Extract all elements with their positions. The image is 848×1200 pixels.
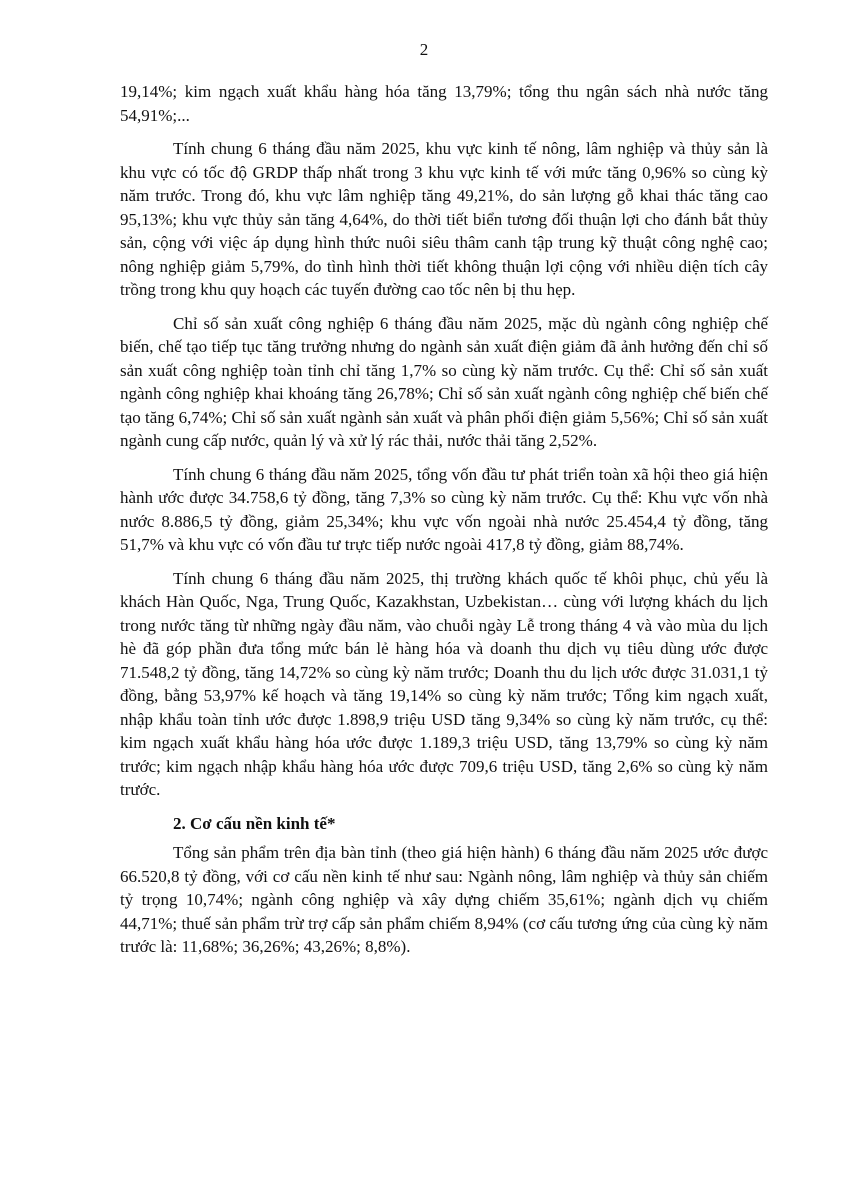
section-heading: 2. Cơ cấu nền kinh tế* <box>173 813 336 833</box>
paragraph-tourism-trade: Tính chung 6 tháng đầu năm 2025, thị trường khách quốc tế khôi phục, chủ yếu là khách Hàn Quốc, Nga, Trung Quốc, Kazakhstan, Uzbekistan… cùng với lượng khách du lịch trong nước tăng từ những ngày đầu năm, vào chuỗi ngày Lễ trong tháng 4 và vào mùa du lịch hè đã góp phần đưa tổng mức bán lẻ hàng hóa và doanh thu dịch vụ tiêu dùng ước được 71.548,2 tỷ đồng, tăng 14,72% so cùng kỳ năm trước; Doanh thu du lịch ước được 31.031,1 tỷ đồng, bằng 53,97% kế hoạch và tăng 19,14% so cùng kỳ năm trước; Tổng kim ngạch xuất, nhập khẩu toàn tỉnh ước được 1.898,9 triệu USD tăng 9,34% so cùng kỳ năm trước, cụ thể: kim ngạch xuất khẩu hàng hóa ước được 1.189,3 triệu USD, tăng 13,79% so cùng kỳ năm trước; kim ngạch nhập khẩu hàng hóa ước được 709,6 triệu USD, tăng 2,6% so cùng kỳ năm trước. <box>120 568 768 799</box>
paragraph-agriculture: Tính chung 6 tháng đầu năm 2025, khu vực kinh tế nông, lâm nghiệp và thủy sản là khu vực có tốc độ GRDP thấp nhất trong 3 khu vực kinh tế với mức tăng 0,96% so cùng kỳ năm trước. Trong đó, khu vực lâm nghiệp tăng 49,21%, do sản lượng gỗ khai thác tăng cao 95,13%; khu vực thủy sản tăng 4,64%, do thời tiết biển tương đối thuận lợi cho đánh bắt thủy sản, cộng với việc áp dụng hình thức nuôi siêu thâm canh tập trung kỹ thuật công nghệ cao; nông nghiệp giảm 5,79%, do tình hình thời tiết không thuận lợi cộng với nhiều diện tích cây trồng trong khu quy hoạch các tuyến đường cao tốc nên bị thu hẹp. <box>120 139 768 299</box>
paragraph-continuation: 19,14%; kim ngạch xuất khẩu hàng hóa tăng 13,79%; tổng thu ngân sách nhà nước tăng 54,91%;... <box>120 82 768 125</box>
paragraph-investment: Tính chung 6 tháng đầu năm 2025, tổng vốn đầu tư phát triển toàn xã hội theo giá hiện hành ước được 34.758,6 tỷ đồng, tăng 7,3% so cùng kỳ năm trước. Cụ thể: Khu vực vốn nhà nước 8.886,5 tỷ đồng, giảm 25,34%; khu vực vốn ngoài nhà nước 25.454,4 tỷ đồng, tăng 51,7% và khu vực có vốn đầu tư trực tiếp nước ngoài 417,8 tỷ đồng, giảm 88,74%. <box>120 464 768 554</box>
paragraph-economic-structure: Tổng sản phẩm trên địa bàn tỉnh (theo giá hiện hành) 6 tháng đầu năm 2025 ước được 66.520,8 tỷ đồng, với cơ cấu nền kinh tế như sau: Ngành nông, lâm nghiệp và thủy sản chiếm tỷ trọng 10,74%; ngành công nghiệp và xây dựng chiếm 35,61%; ngành dịch vụ chiếm 44,71%; thuế sản phẩm trừ trợ cấp sản phẩm chiếm 8,94% (cơ cấu tương ứng của cùng kỳ năm trước là: 11,68%; 36,26%; 43,26%; 8,8%). <box>120 843 768 956</box>
paragraph-industry: Chỉ số sản xuất công nghiệp 6 tháng đầu năm 2025, mặc dù ngành công nghiệp chế biến, chế tạo tiếp tục tăng trưởng nhưng do ngành sản xuất điện giảm đã ảnh hưởng đến chỉ số sản xuất công nghiệp toàn tỉnh chỉ tăng 1,7% so cùng kỳ năm trước. Cụ thể: Chỉ số sản xuất ngành công nghiệp khai khoáng tăng 26,78%; Chỉ số sản xuất ngành công nghiệp chế biến chế tạo tăng 6,74%; Chỉ số sản xuất ngành sản xuất và phân phối điện giảm 5,56%; Chỉ số sản xuất ngành cung cấp nước, quản lý và xử lý rác thải, nước thải tăng 2,52%. <box>120 313 768 450</box>
page-number: 2 <box>419 40 429 59</box>
page-body <box>120 80 768 969</box>
